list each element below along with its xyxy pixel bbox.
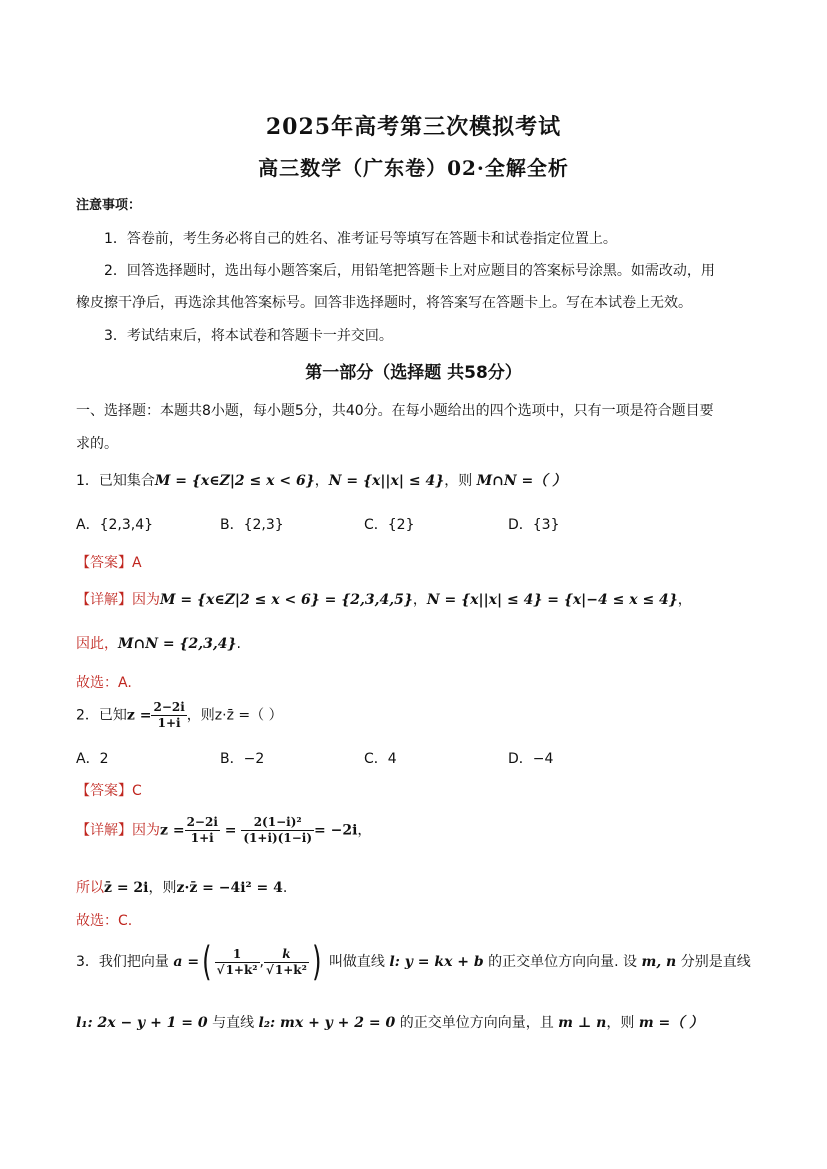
q1-detail-label: 【详解】	[76, 592, 132, 608]
q1-detail: 【详解】因为M = {x∈Z|2 ≤ x < 6} = {2,3,4,5}，N = {x||x| ≤ 4} = {x|−4 ≤ x ≤ 4}，	[76, 592, 692, 608]
q2-stem	[76, 700, 283, 731]
q3-line-l1: l₁: 2x − y + 1 = 0	[76, 1015, 208, 1031]
q3-paren-close: )	[311, 939, 322, 985]
q1-stem: 1．已知集合M = {x∈Z|2 ≤ x < 6}，N = {x||x| ≤ 4}，则 M∩N =（ ）	[76, 473, 567, 489]
q3-stem-a: 3．我们把向量	[76, 954, 169, 970]
q1-detail-because: 因为	[132, 592, 160, 608]
notes-item-2-line-1: 2．回答选择题时，选出每小题答案后，用铅笔把答题卡上对应题目的答案标号涂黑。如需改动，用	[104, 263, 715, 279]
q2-answer-value: C	[132, 783, 142, 799]
section-intro-line-1: 一、选择题：本题共8小题，每小题5分，共40分。在每小题给出的四个选项中，只有一项是符合题目要	[76, 403, 714, 419]
q1-answer	[76, 552, 142, 572]
q3-line-l2: l₂: mx + y + 2 = 0	[258, 1015, 396, 1031]
notes-heading: 注意事项：	[76, 198, 142, 213]
q1-option-b: B．{2,3}	[220, 517, 284, 533]
q2-detail-frac1-den: 1+i	[190, 831, 214, 845]
q3-comp1-num: 1	[215, 947, 260, 963]
q2-so: 所以z̄ = 2i，则z·z̄ = −4i² = 4.	[76, 880, 288, 896]
q1-detail-n: N = {x||x| ≤ 4} = {x|−4 ≤ x ≤ 4}	[426, 592, 678, 608]
q3-comp2-den: √1+k²	[266, 962, 307, 977]
q3-vecs-mn: m, n	[641, 954, 677, 970]
q3-stem-line-2	[76, 1012, 703, 1032]
q3-line-l: l: y = kx + b	[389, 954, 484, 970]
q2-stem-prefix: 2．已知	[76, 707, 127, 724]
q3-stem-b: 叫做直线	[328, 954, 385, 970]
q2-z-eq: z =	[126, 707, 152, 724]
q1-final-label: 故选：	[76, 675, 118, 691]
q2-frac-den: 1+i	[157, 716, 181, 730]
q1-option-a: A．{2,3,4}	[76, 517, 154, 533]
q3-stem-c: 的正交单位方向向量. 设	[488, 954, 638, 970]
q3-stem-f: 的正交单位方向向量，且	[399, 1015, 554, 1031]
q2-final	[76, 910, 132, 930]
q3-comp1-den: √1+k²	[216, 962, 258, 977]
q1-result: M∩N = {2,3,4}	[118, 636, 237, 652]
page-subtitle: 高三数学（广东卷）02·全解全析	[258, 156, 569, 180]
q2-answer-label: 【答案】	[76, 783, 132, 799]
section-intro-line-2: 求的。	[76, 436, 118, 452]
q3-vec-a: a =	[173, 954, 200, 970]
q1-answer-value: A	[132, 555, 142, 571]
q3-comp2-num: k	[264, 947, 309, 963]
section-title: 第一部分（选择题 共58分）	[305, 363, 522, 383]
notes-item-3: 3．考试结束后，将本试卷和答题卡一并交回。	[104, 328, 393, 344]
q3-perp: m ⊥ n	[558, 1015, 607, 1031]
q2-detail: 【详解】因为z = $\frac{2-2i}{1+i}$ = $\frac{\text{2(1−i)²}}{(1+i)(1-i)}$ = −2i，	[76, 815, 372, 845]
q3-stem-g: ，则	[606, 1015, 635, 1031]
q1-final-value: A.	[118, 675, 132, 691]
q1-answer-label: 【答案】	[76, 555, 132, 571]
q3-comp-1	[215, 947, 260, 978]
q1-detail-m: M = {x∈Z|2 ≤ x < 6} = {2,3,4,5}	[160, 592, 413, 608]
q2-detail-z-eq: z =	[160, 822, 185, 839]
q2-option-d: D．−4	[508, 751, 554, 767]
notes-item-1: 1．答卷前，考生务必将自己的姓名、准考证号等填写在答题卡和试卷指定位置上。	[104, 231, 617, 247]
q2-final-label: 故选：	[76, 913, 118, 929]
q1-set-m: M = {x∈Z|2 ≤ x < 6}	[154, 473, 315, 489]
q2-option-c: C．4	[364, 751, 397, 767]
q3-ask: m =（ ）	[638, 1015, 704, 1031]
q1-final	[76, 672, 132, 692]
q1-stem-prefix: 1．已知集合	[76, 473, 155, 489]
q2-detail-result: = −2i	[314, 822, 358, 839]
q2-option-b: B．−2	[220, 751, 265, 767]
q3-paren-open: (	[202, 939, 212, 985]
q2-detail-label: 【详解】	[76, 822, 132, 839]
q1-option-c: C．{2}	[364, 517, 415, 533]
q2-detail-frac2-den: (1+i)(1−i)	[243, 831, 312, 845]
q2-fraction	[151, 700, 186, 731]
q1-hence: 因此，M∩N = {2,3,4}.	[76, 636, 241, 652]
q1-hence-label: 因此，	[76, 636, 118, 652]
notes-item-2-line-2: 橡皮擦干净后，再选涂其他答案标号。回答非选择题时，将答案写在答题卡上。写在本试卷上无效。	[76, 295, 692, 311]
q2-so-then: ，则	[148, 880, 177, 896]
q2-answer	[76, 780, 142, 800]
q2-so-label: 所以	[76, 880, 104, 896]
q3-stem-e: 与直线	[212, 1015, 255, 1031]
q2-detail-fraction-1	[185, 815, 220, 846]
q2-ask: ，则z·z̄ =（ ）	[186, 707, 283, 724]
q2-detail-frac2-num: 2(1−i)²	[241, 815, 314, 831]
q2-final-value: C.	[118, 913, 133, 929]
q2-so-zbar: z̄ = 2i	[104, 880, 149, 896]
q1-set-n: N = {x||x| ≤ 4}	[328, 473, 445, 489]
q1-ask: M∩N =（ ）	[476, 473, 567, 489]
q3-comp-2	[264, 947, 309, 978]
q2-frac-num: 2−2i	[153, 700, 185, 714]
q2-detail-frac1-num: 2−2i	[186, 815, 218, 829]
q1-option-d: D．{3}	[508, 517, 560, 533]
q2-detail-fraction-2	[241, 815, 314, 846]
q3-stem-d: 分别是直线	[680, 954, 751, 970]
q2-detail-because: 因为	[132, 822, 160, 839]
page-title: 2025年高考第三次模拟考试	[265, 114, 562, 140]
q2-so-prod: z·z̄ = −4i² = 4	[176, 880, 283, 896]
q3-stem-line-1: 3．我们把向量 a =( $\frac{1}{\text{√1+k²}}$ , $\frac{k}{\text{√1+k²}}$ ) 叫做直线 l: y = kx + b 的正交单位方向向量. 设 m, n 分别是直线	[76, 939, 751, 985]
q2-option-a: A．2	[76, 751, 109, 767]
